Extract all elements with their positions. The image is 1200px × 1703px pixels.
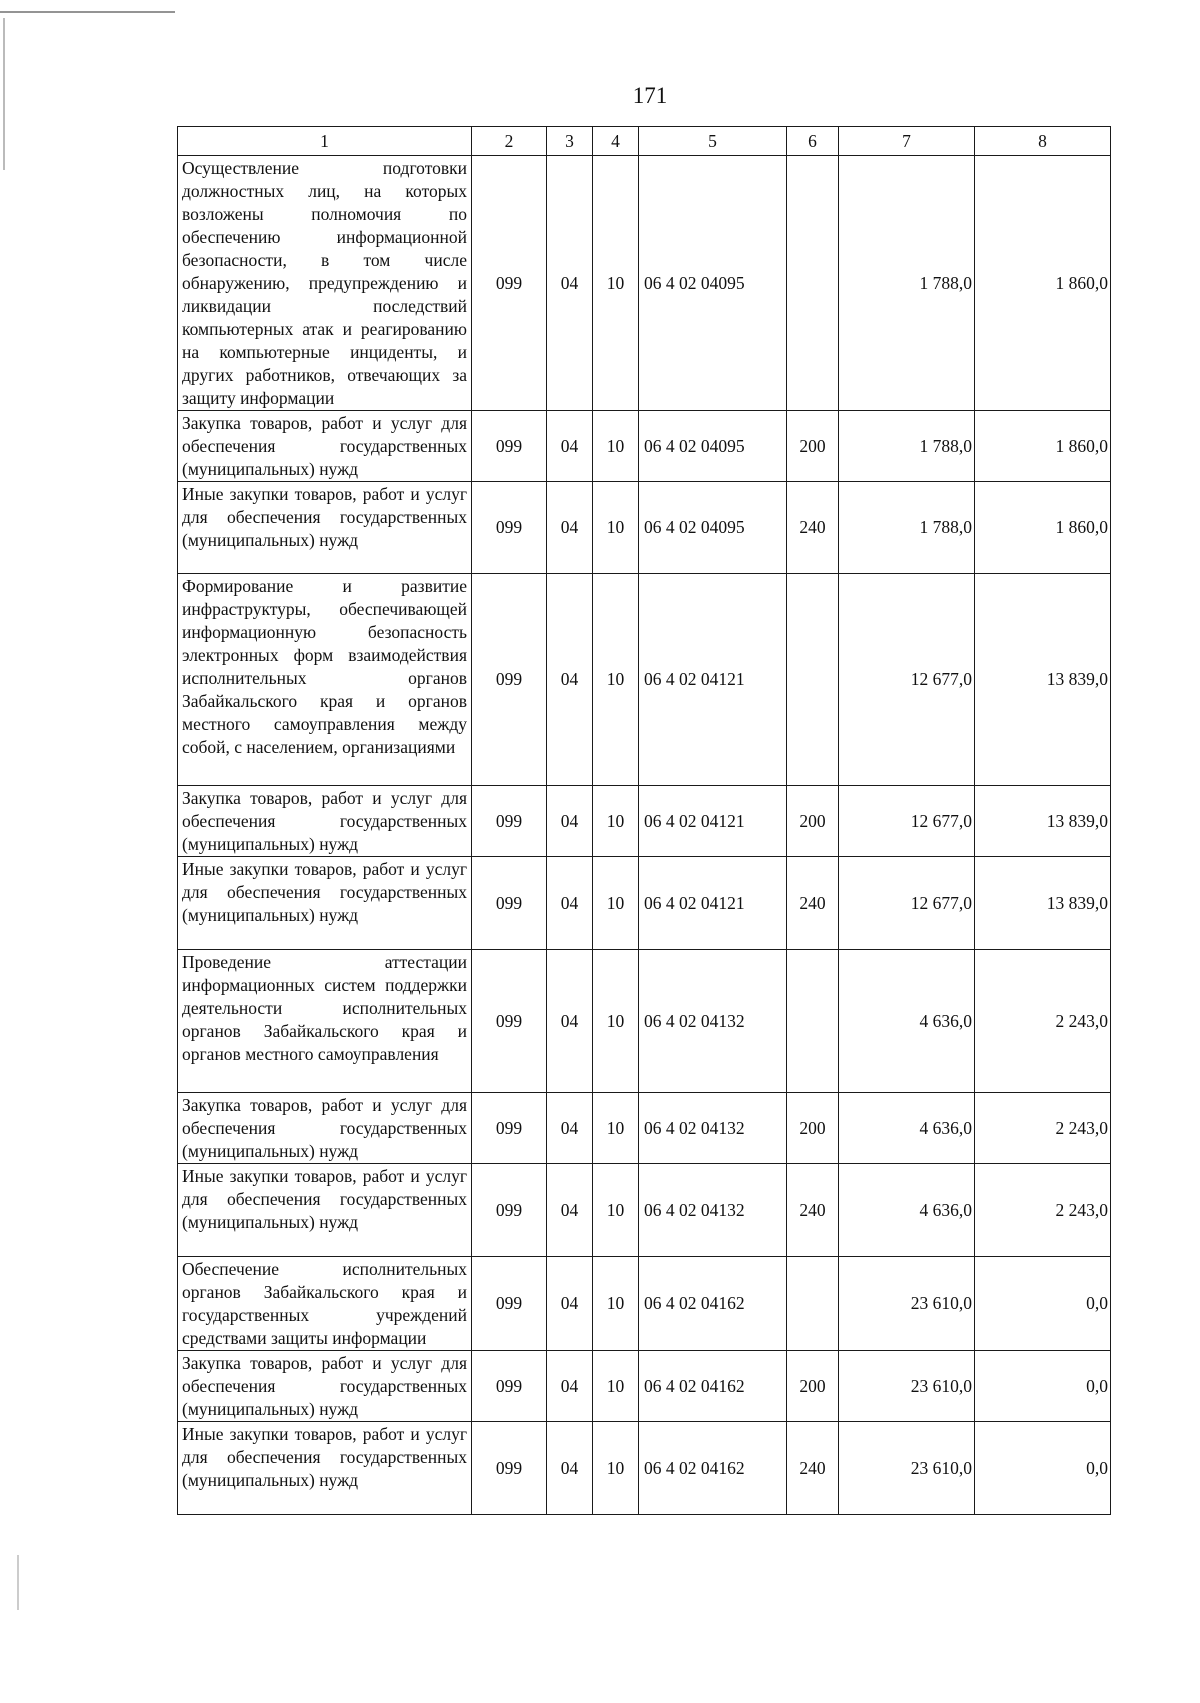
- row-name: Осуществление подготовки должностных лиц, на которых возложены полномочия по обеспечению информационной безопасности, в том числе обнаружению, предупреждению и ликвидации последствий компьютерных атак и реагированию на компьютерные инциденты, и других работников, отвечающих за защиту информации: [178, 156, 472, 411]
- header-cell-7: 7: [839, 127, 975, 156]
- row-col4: 10: [593, 1351, 639, 1422]
- row-col2: 099: [472, 950, 547, 1093]
- table-row: [178, 1093, 1111, 1164]
- row-col2: 099: [472, 1257, 547, 1351]
- header-cell-6: 6: [787, 127, 839, 156]
- row-col3: 04: [547, 482, 593, 574]
- row-col7: 12 677,0: [839, 786, 975, 857]
- row-col3: 04: [547, 950, 593, 1093]
- row-col6: 240: [787, 1164, 839, 1257]
- row-col8: 0,0: [975, 1351, 1111, 1422]
- row-name: Проведение аттестации информационных систем поддержки деятельности исполнительных органов Забайкальского края и органов местного самоуправления: [178, 950, 472, 1093]
- row-col3: 04: [547, 857, 593, 950]
- row-col4: 10: [593, 482, 639, 574]
- row-col7: 4 636,0: [839, 1164, 975, 1257]
- row-col5: 06 4 02 04162: [639, 1422, 787, 1515]
- row-col5: 06 4 02 04121: [639, 857, 787, 950]
- row-col3: 04: [547, 786, 593, 857]
- row-col2: 099: [472, 1422, 547, 1515]
- row-col3: 04: [547, 156, 593, 411]
- row-col4: 10: [593, 1164, 639, 1257]
- row-col6: [787, 1257, 839, 1351]
- row-col5: 06 4 02 04132: [639, 950, 787, 1093]
- row-col8: 13 839,0: [975, 574, 1111, 786]
- table-row: [178, 786, 1111, 857]
- row-col5: 06 4 02 04121: [639, 786, 787, 857]
- row-col4: 10: [593, 411, 639, 482]
- row-col6: 200: [787, 786, 839, 857]
- row-name: Иные закупки товаров, работ и услуг для обеспечения государственных (муниципальных) нужд: [178, 482, 472, 574]
- row-name: Закупка товаров, работ и услуг для обеспечения государственных (муниципальных) нужд: [178, 1093, 472, 1164]
- row-col2: 099: [472, 574, 547, 786]
- row-col4: 10: [593, 1093, 639, 1164]
- row-col4: 10: [593, 1422, 639, 1515]
- row-col3: 04: [547, 1164, 593, 1257]
- row-col8: 0,0: [975, 1422, 1111, 1515]
- row-col4: 10: [593, 574, 639, 786]
- row-col5: 06 4 02 04162: [639, 1257, 787, 1351]
- row-col5: 06 4 02 04095: [639, 156, 787, 411]
- row-name: Закупка товаров, работ и услуг для обеспечения государственных (муниципальных) нужд: [178, 411, 472, 482]
- row-col5: 06 4 02 04132: [639, 1164, 787, 1257]
- row-col8: 13 839,0: [975, 857, 1111, 950]
- row-col7: 23 610,0: [839, 1257, 975, 1351]
- row-col3: 04: [547, 411, 593, 482]
- header-cell-5: 5: [639, 127, 787, 156]
- row-col8: 2 243,0: [975, 950, 1111, 1093]
- row-col5: 06 4 02 04132: [639, 1093, 787, 1164]
- table-row: [178, 1351, 1111, 1422]
- table-row: [178, 950, 1111, 1093]
- row-col3: 04: [547, 574, 593, 786]
- row-col4: 10: [593, 950, 639, 1093]
- row-col8: 2 243,0: [975, 1164, 1111, 1257]
- row-col7: 23 610,0: [839, 1351, 975, 1422]
- row-col2: 099: [472, 411, 547, 482]
- table-row: [178, 857, 1111, 950]
- row-col7: 1 788,0: [839, 156, 975, 411]
- row-col4: 10: [593, 857, 639, 950]
- table-row: [178, 156, 1111, 411]
- row-col3: 04: [547, 1257, 593, 1351]
- row-col6: [787, 574, 839, 786]
- row-col5: 06 4 02 04095: [639, 482, 787, 574]
- header-cell-1: 1: [178, 127, 472, 156]
- table-row: [178, 574, 1111, 786]
- row-col5: 06 4 02 04095: [639, 411, 787, 482]
- row-col2: 099: [472, 156, 547, 411]
- row-col7: 23 610,0: [839, 1422, 975, 1515]
- table-row: [178, 411, 1111, 482]
- row-col7: 1 788,0: [839, 411, 975, 482]
- header-cell-4: 4: [593, 127, 639, 156]
- row-col4: 10: [593, 786, 639, 857]
- row-name: Закупка товаров, работ и услуг для обеспечения государственных (муниципальных) нужд: [178, 1351, 472, 1422]
- table-row: [178, 1164, 1111, 1257]
- row-name: Иные закупки товаров, работ и услуг для обеспечения государственных (муниципальных) нужд: [178, 1422, 472, 1515]
- row-name: Иные закупки товаров, работ и услуг для обеспечения государственных (муниципальных) нужд: [178, 857, 472, 950]
- row-col7: 12 677,0: [839, 574, 975, 786]
- table-row: [178, 482, 1111, 574]
- row-col5: 06 4 02 04121: [639, 574, 787, 786]
- budget-table: [177, 126, 1111, 1515]
- row-col6: 240: [787, 857, 839, 950]
- row-col4: 10: [593, 1257, 639, 1351]
- header-cell-2: 2: [472, 127, 547, 156]
- row-name: Иные закупки товаров, работ и услуг для обеспечения государственных (муниципальных) нужд: [178, 1164, 472, 1257]
- page-number: 171: [632, 83, 668, 108]
- table-row: [178, 1257, 1111, 1351]
- row-name: Формирование и развитие инфраструктуры, обеспечивающей информационную безопасность электронных форм взаимодействия исполнительных органов Забайкальского края и органов местного самоуправления между собой, с населением, организациями: [178, 574, 472, 786]
- row-col3: 04: [547, 1422, 593, 1515]
- row-col6: [787, 156, 839, 411]
- row-name: Закупка товаров, работ и услуг для обеспечения государственных (муниципальных) нужд: [178, 786, 472, 857]
- row-col7: 12 677,0: [839, 857, 975, 950]
- row-col8: 13 839,0: [975, 786, 1111, 857]
- row-col6: [787, 950, 839, 1093]
- row-col6: 240: [787, 1422, 839, 1515]
- row-col8: 1 860,0: [975, 411, 1111, 482]
- row-col2: 099: [472, 1164, 547, 1257]
- header-cell-8: 8: [975, 127, 1111, 156]
- row-col5: 06 4 02 04162: [639, 1351, 787, 1422]
- row-col8: 0,0: [975, 1257, 1111, 1351]
- table-row: [178, 1422, 1111, 1515]
- row-col2: 099: [472, 1351, 547, 1422]
- header-cell-3: 3: [547, 127, 593, 156]
- row-col2: 099: [472, 786, 547, 857]
- row-col6: 200: [787, 1351, 839, 1422]
- row-col3: 04: [547, 1093, 593, 1164]
- row-col2: 099: [472, 857, 547, 950]
- row-col2: 099: [472, 1093, 547, 1164]
- row-col6: 200: [787, 411, 839, 482]
- row-col6: 240: [787, 482, 839, 574]
- row-col7: 4 636,0: [839, 1093, 975, 1164]
- header-row: [178, 127, 1111, 156]
- row-col3: 04: [547, 1351, 593, 1422]
- row-col4: 10: [593, 156, 639, 411]
- row-col8: 2 243,0: [975, 1093, 1111, 1164]
- row-col8: 1 860,0: [975, 482, 1111, 574]
- row-name: Обеспечение исполнительных органов Забайкальского края и государственных учреждений средствами защиты информации: [178, 1257, 472, 1351]
- row-col2: 099: [472, 482, 547, 574]
- row-col6: 200: [787, 1093, 839, 1164]
- row-col8: 1 860,0: [975, 156, 1111, 411]
- row-col7: 1 788,0: [839, 482, 975, 574]
- row-col7: 4 636,0: [839, 950, 975, 1093]
